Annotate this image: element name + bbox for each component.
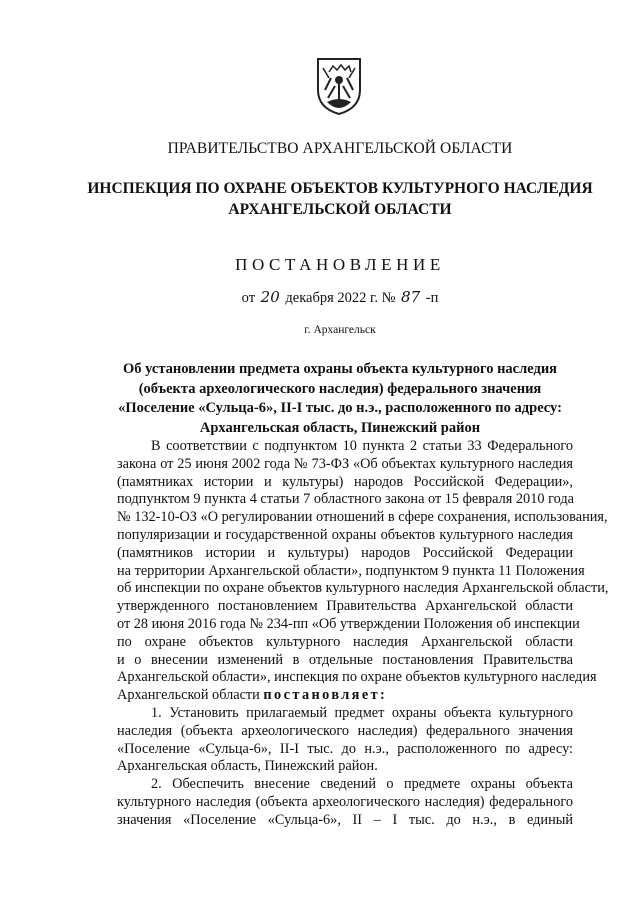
item1-line: «Поселение «Сульца-6», II-I тыс. до н.э., расположенного по адресу: bbox=[117, 740, 573, 757]
body-line: Архангельской области», инспекция по охране объектов культурного наследия bbox=[117, 669, 597, 686]
item2-line: культурного наследия (объекта археологического наследия) федерального bbox=[117, 793, 573, 810]
body-line: утвержденного постановлением Правительства Архангельской области bbox=[117, 598, 573, 615]
body-line: № 132-10-ОЗ «О регулировании отношений в сфере сохранения, использования, bbox=[117, 509, 608, 526]
body-line: (памятниках истории и культуры) народов Российской Федерации», bbox=[117, 473, 573, 490]
handwritten-day: 20 bbox=[260, 288, 280, 306]
body-text bbox=[117, 438, 609, 830]
item1-line: 1. Установить прилагаемый предмет охраны объекта культурного bbox=[151, 704, 573, 721]
city-label: г. Архангельск bbox=[304, 324, 376, 336]
item1-line: наследия (объекта археологического наследия) федерального значения bbox=[117, 722, 573, 739]
date-number-line bbox=[0, 288, 640, 307]
item2-line: 2. Обеспечить внесение сведений о предмете охраны объекта bbox=[151, 776, 573, 793]
body-line: об инспекции по охране объектов культурного наследия Архангельской области, bbox=[117, 580, 609, 597]
government-title: ПРАВИТЕЛЬСТВО АРХАНГЕЛЬСКОЙ ОБЛАСТИ bbox=[167, 140, 513, 157]
subject-line-1: Об установлении предмета охраны объекта культурного наследия bbox=[122, 361, 558, 377]
body-line: Архангельской области bbox=[117, 687, 260, 704]
inspection-title-line1: ИНСПЕКЦИЯ ПО ОХРАНЕ ОБЪЕКТОВ КУЛЬТУРНОГО НАСЛЕДИЯ bbox=[87, 180, 593, 197]
body-line: от 28 июня 2016 года № 234-пп «Об утверждении Положения об инспекции bbox=[117, 615, 580, 632]
date-prefix: от bbox=[241, 290, 256, 306]
body-line: и о внесении изменений в отдельные постановления Правительства bbox=[117, 651, 573, 668]
body-line: популяризации и государственной охраны объектов культурного наследия bbox=[117, 526, 573, 543]
body-line: закона от 25 июня 2002 года № 73-ФЗ «Об объектах культурного наследия bbox=[117, 455, 573, 472]
subject-line-4: Архангельская область, Пинежский район bbox=[199, 419, 481, 436]
item2-line: значения «Поселение «Сульца-6», II – I тыс. до н.э., в единый bbox=[117, 811, 573, 828]
body-line-decree bbox=[117, 687, 573, 705]
inspection-title-line2: АРХАНГЕЛЬСКОЙ ОБЛАСТИ bbox=[228, 201, 452, 218]
number-suffix: -п bbox=[425, 290, 439, 306]
body-line: по охране объектов культурного наследия Архангельской области bbox=[117, 633, 573, 650]
item1-line: Архангельская область, Пинежский район. bbox=[117, 758, 378, 775]
subject-heading bbox=[0, 360, 640, 438]
document-type: ПОСТАНОВЛЕНИЕ bbox=[235, 255, 445, 274]
subject-line-3: «Поселение «Сульца-6», II-I тыс. до н.э., расположенного по адресу: bbox=[118, 400, 562, 416]
handwritten-number: 87 bbox=[401, 288, 421, 306]
subject-line-2: (объекта археологического наследия) федерального значения bbox=[138, 380, 542, 397]
decree-word: постановляет: bbox=[263, 687, 388, 704]
body-line: В соответствии с подпунктом 10 пункта 2 статьи 33 Федерального bbox=[151, 438, 573, 454]
body-line: подпунктом 9 пункта 4 статьи 7 областного закона от 15 февраля 2010 года bbox=[117, 491, 574, 508]
body-line: на территории Архангельской области», подпунктом 9 пункта 11 Положения bbox=[117, 562, 585, 579]
date-month-year: декабря 2022 г. № bbox=[285, 290, 396, 306]
body-line: (памятников истории и культуры) народов Российской Федерации bbox=[117, 544, 573, 561]
inspection-title bbox=[0, 178, 640, 220]
coat-of-arms-emblem bbox=[315, 56, 363, 116]
